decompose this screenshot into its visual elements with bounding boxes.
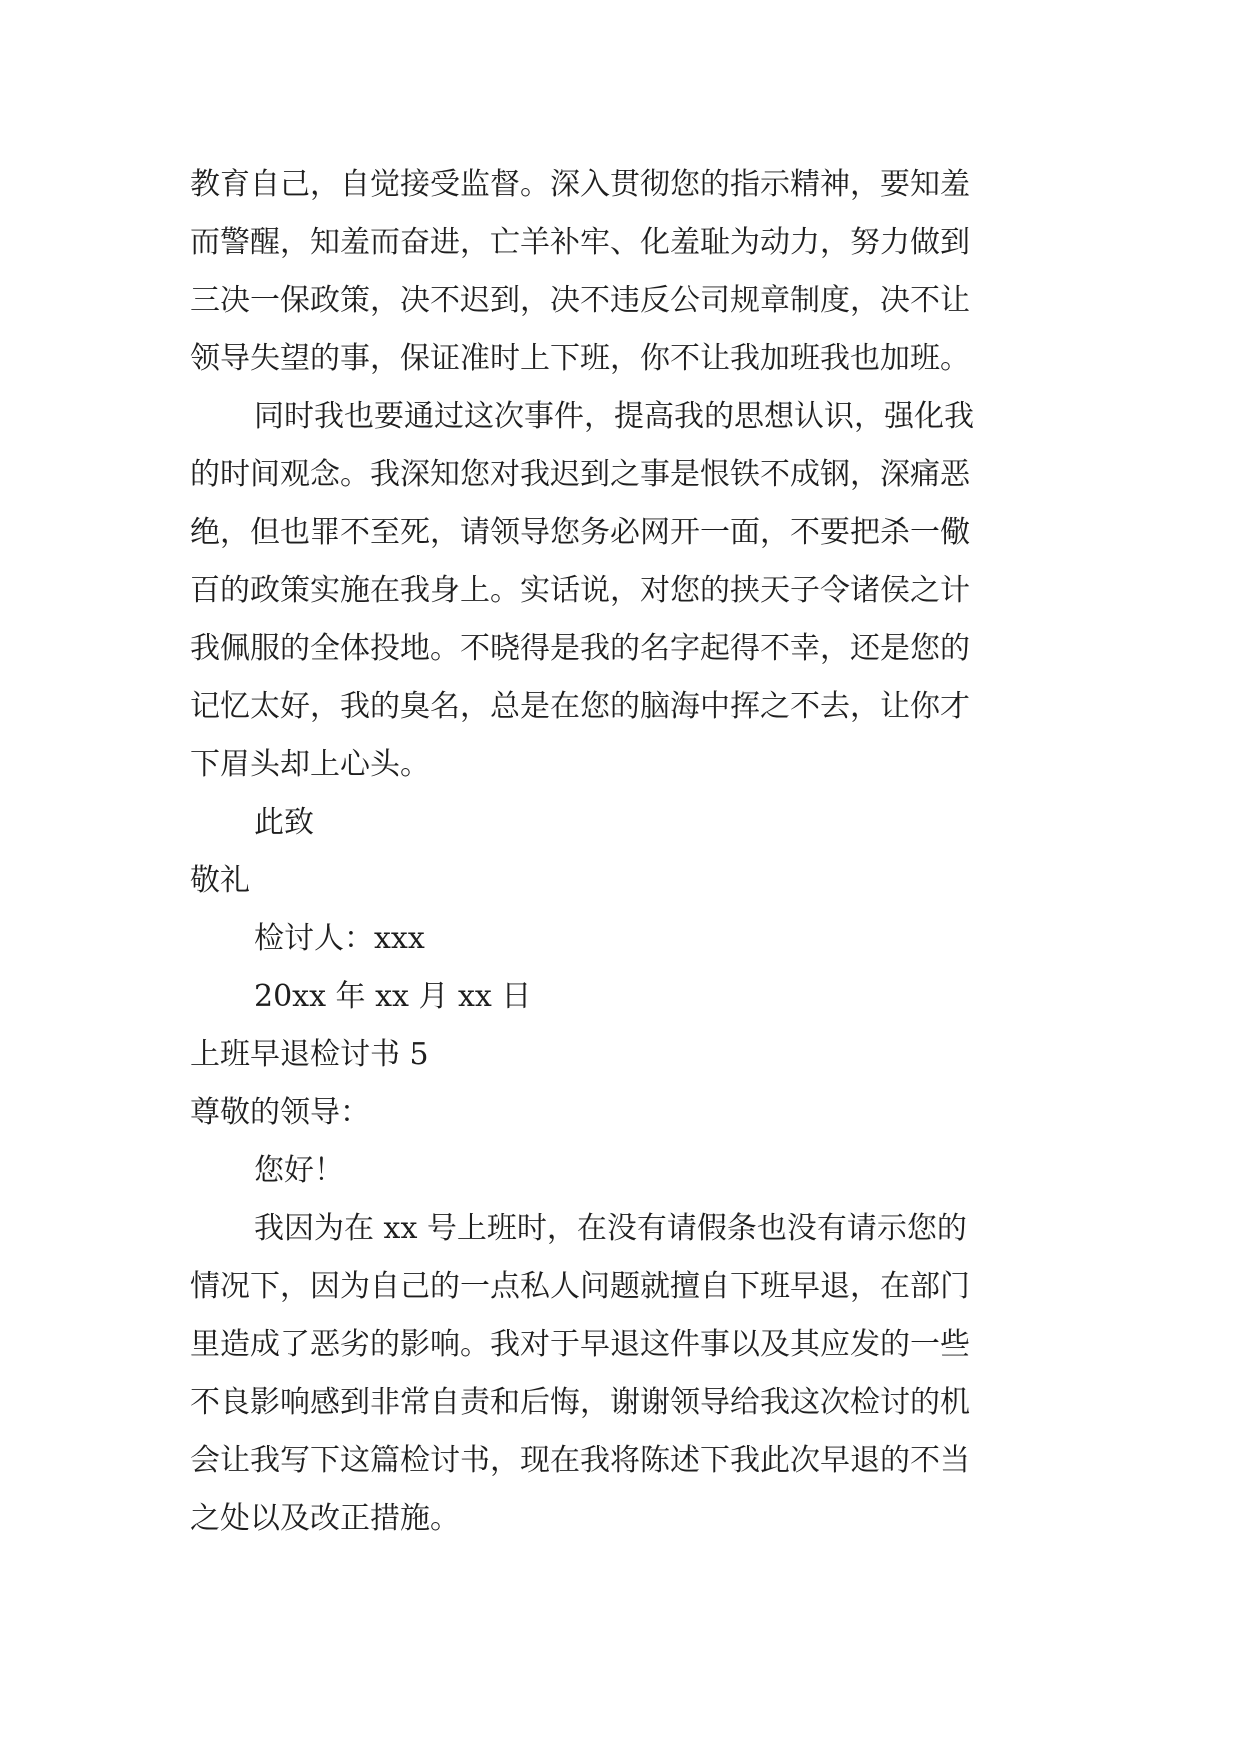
date-line: 20xx 年 xx 月 xx 日: [254, 979, 532, 1014]
closing-salutation: 此致: [254, 805, 314, 840]
text-line: 而警醒，知羞而奋进，亡羊补牢、化羞耻为动力，努力做到: [190, 225, 970, 260]
text-line: 我佩服的全体投地。不晓得是我的名字起得不幸，还是您的: [190, 631, 970, 666]
text-line: 三决一保政策，决不迟到，决不违反公司规章制度，决不让: [190, 283, 970, 318]
signature-line: 检讨人：xxx: [254, 921, 425, 956]
text-line: 里造成了恶劣的影响。我对于早退这件事以及其应发的一些: [190, 1327, 970, 1362]
text-line: 会让我写下这篇检讨书，现在我将陈述下我此次早退的不当: [190, 1443, 970, 1478]
paragraph-start-line: 我因为在 xx 号上班时，在没有请假条也没有请示您的: [254, 1211, 967, 1246]
text-line: 记忆太好，我的臭名，总是在您的脑海中挥之不去，让你才: [190, 689, 970, 724]
letter-salutation: 尊敬的领导：: [190, 1095, 370, 1130]
document-body: [190, 156, 1058, 1548]
text-line: 百的政策实施在我身上。实话说，对您的挟天子令诸侯之计: [190, 573, 970, 608]
paragraph-start-line: 同时我也要通过这次事件，提高我的思想认识，强化我: [254, 399, 974, 434]
greeting-line: 您好！: [254, 1153, 344, 1188]
closing-regards: 敬礼: [190, 863, 250, 898]
text-line: 教育自己，自觉接受监督。深入贯彻您的指示精神，要知羞: [190, 167, 970, 202]
text-line: 的时间观念。我深知您对我迟到之事是恨铁不成钢，深痛恶: [190, 457, 970, 492]
text-line: 绝，但也罪不至死，请领导您务必网开一面，不要把杀一儆: [190, 515, 970, 550]
text-line: 之处以及改正措施。: [190, 1501, 460, 1536]
text-line: 领导失望的事，保证准时上下班，你不让我加班我也加班。: [190, 341, 970, 376]
text-line: 情况下，因为自己的一点私人问题就擅自下班早退，在部门: [190, 1269, 970, 1304]
section-title: 上班早退检讨书 5: [190, 1037, 429, 1072]
text-line: 下眉头却上心头。: [190, 747, 430, 782]
text-line: 不良影响感到非常自责和后悔，谢谢领导给我这次检讨的机: [190, 1385, 970, 1420]
